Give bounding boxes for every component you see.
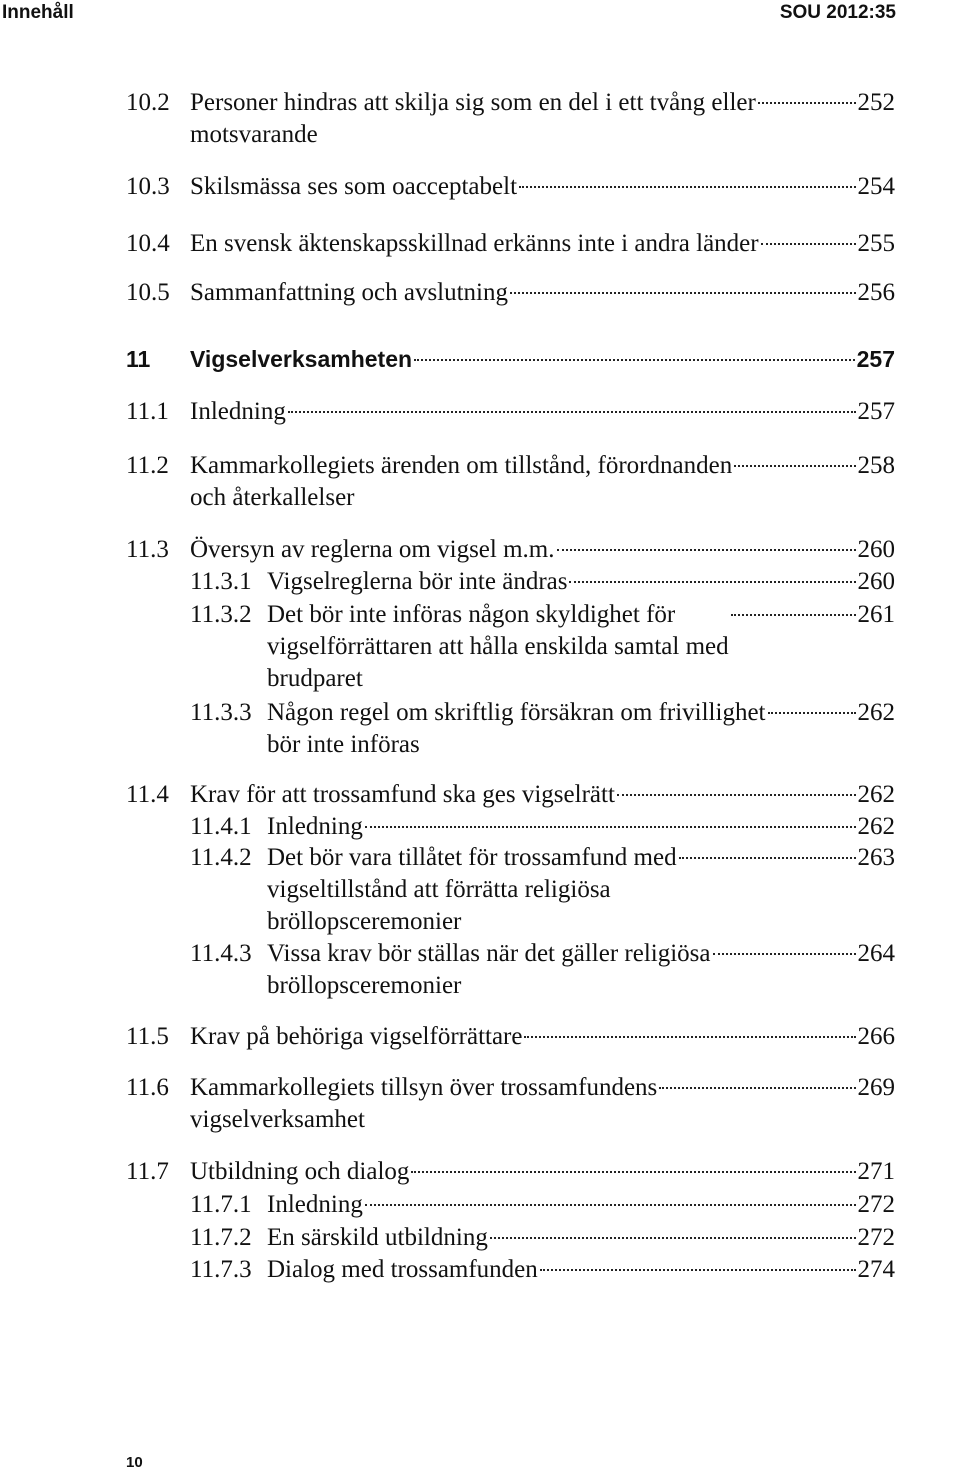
dot-leader xyxy=(617,794,856,796)
toc-entry-page: 272 xyxy=(857,1224,895,1251)
toc-entry-number: 10.2 xyxy=(126,89,170,116)
toc-entry-number: 11.7.1 xyxy=(190,1191,252,1218)
toc-entry-page: 263 xyxy=(857,844,895,871)
toc-entry-title-line: Skilsmässa ses som oacceptabelt xyxy=(190,173,518,200)
toc-entry-title-line: Personer hindras att skilja sig som en del i ett tvång eller xyxy=(190,89,756,116)
toc-entry-page: 252 xyxy=(857,89,895,116)
toc-entry-title-line: vigselverksamhet xyxy=(190,1106,365,1133)
dot-leader xyxy=(679,857,856,859)
toc-entry-title xyxy=(267,811,363,843)
toc-entry-title-line: Sammanfattning och avslutning xyxy=(190,279,509,306)
toc-entry-number: 10.5 xyxy=(126,279,170,306)
toc-entry-page: 260 xyxy=(857,568,895,595)
toc-entry-title-line: Inledning xyxy=(190,398,286,425)
toc-entry-title xyxy=(267,938,711,1002)
toc-entry-page: 260 xyxy=(857,536,895,563)
toc-entry-title-line: Inledning xyxy=(267,813,363,840)
toc-entry-page: 264 xyxy=(857,940,895,967)
toc-entry-number: 10.4 xyxy=(126,230,170,257)
toc-entry-title xyxy=(190,87,756,151)
toc-entry-title-line: En särskild utbildning xyxy=(267,1224,488,1251)
dot-leader xyxy=(288,411,856,413)
dot-leader xyxy=(365,826,856,828)
toc-entry-number: 11.7 xyxy=(126,1158,169,1185)
toc-entry-number: 11.5 xyxy=(126,1023,169,1050)
toc-entry-title-line: motsvarande xyxy=(190,121,318,148)
dot-leader xyxy=(761,243,856,245)
toc-entry-title-line: Vissa krav bör ställas när det gäller religiösa xyxy=(267,940,711,967)
toc-entry-page: 262 xyxy=(857,699,895,726)
dot-leader xyxy=(414,359,855,361)
toc-entry-title-line: Utbildning och dialog xyxy=(190,1158,410,1185)
toc-entry-number: 11 xyxy=(126,346,151,372)
toc-entry-page: 257 xyxy=(857,398,895,425)
toc-entry-number: 11.4 xyxy=(126,781,169,808)
toc-entry-title-line: Kammarkollegiets ärenden om tillstånd, förordnanden xyxy=(190,452,733,479)
toc-entry-title xyxy=(267,697,766,761)
toc-entry-title-line: Krav för att trossamfund ska ges vigselrätt xyxy=(190,781,615,808)
dot-leader xyxy=(411,1171,855,1173)
toc-entry-number: 11.4.2 xyxy=(190,844,252,871)
dot-leader xyxy=(731,614,856,616)
dot-leader xyxy=(365,1204,856,1206)
toc-entry-page: 274 xyxy=(857,1256,895,1283)
dot-leader xyxy=(510,292,855,294)
toc-entry-title-line: Det bör vara tillåtet för trossamfund med xyxy=(267,844,677,871)
toc-entry-page: 258 xyxy=(857,452,895,479)
toc-entry-title-line: En svensk äktenskapsskillnad erkänns inte i andra länder xyxy=(190,230,759,257)
toc-entry-number: 11.7.3 xyxy=(190,1256,252,1283)
toc-entry-title xyxy=(190,779,615,811)
toc-entry-page: 262 xyxy=(857,781,895,808)
toc-entry-title-line: vigselförrättaren att hålla enskilda samtal med xyxy=(267,633,729,660)
toc-entry-title-line: Vigselverksamheten xyxy=(190,346,413,372)
toc-entry-title-line: Krav på behöriga vigselförrättare xyxy=(190,1023,523,1050)
dot-leader xyxy=(524,1036,855,1038)
toc-entry-title xyxy=(267,1222,488,1254)
toc-entry-title-line: Inledning xyxy=(267,1191,363,1218)
page-number: 10 xyxy=(126,1454,143,1471)
dot-leader xyxy=(519,186,855,188)
toc-entry-title-line: vigseltillstånd att förrätta religiösa xyxy=(267,876,611,903)
toc-entry-title-line: brudparet xyxy=(267,665,363,692)
toc-entry-page: 272 xyxy=(857,1191,895,1218)
dot-leader xyxy=(569,581,855,583)
dot-leader xyxy=(713,953,856,955)
toc-entry-title xyxy=(190,171,517,203)
running-header xyxy=(0,2,960,28)
toc-entry-number: 11.3.1 xyxy=(190,568,252,595)
toc-entry-number: 11.4.1 xyxy=(190,813,252,840)
dot-leader xyxy=(734,465,855,467)
toc-entry-page: 257 xyxy=(856,346,895,372)
toc-entry-title xyxy=(267,1189,363,1221)
toc-entry-title xyxy=(267,599,729,695)
toc-entry-number: 11.6 xyxy=(126,1074,169,1101)
toc-entry-page: 266 xyxy=(857,1023,895,1050)
toc-entry-title-line: Vigselreglerna bör inte ändras xyxy=(267,568,568,595)
toc-entry-number: 11.1 xyxy=(126,398,169,425)
toc-entry-title xyxy=(190,228,759,260)
toc-entry-page: 256 xyxy=(857,279,895,306)
toc-entry-title xyxy=(190,1156,409,1188)
toc-entry-title xyxy=(190,396,286,428)
dot-leader xyxy=(490,1237,856,1239)
toc-entry-page: 271 xyxy=(857,1158,895,1185)
toc-entry-page: 255 xyxy=(857,230,895,257)
toc-entry-title-line: bröllopsceremonier xyxy=(267,972,462,999)
toc-entry-title xyxy=(267,1254,538,1286)
toc-entry-title xyxy=(267,566,567,598)
dot-leader xyxy=(540,1269,856,1271)
toc-entry-number: 11.7.2 xyxy=(190,1224,252,1251)
toc-entry-title-line: Kammarkollegiets tillsyn över trossamfundens xyxy=(190,1074,658,1101)
toc-entry-title-line: Dialog med trossamfunden xyxy=(267,1256,538,1283)
toc-entry-title-line: Översyn av reglerna om vigsel m.m. xyxy=(190,536,555,563)
toc-entry-title xyxy=(267,842,677,938)
toc-entry-title-line: Det bör inte införas någon skyldighet för xyxy=(267,601,676,628)
toc-entry-title xyxy=(190,1021,522,1053)
dot-leader xyxy=(557,549,856,551)
toc-entry-page: 261 xyxy=(857,601,895,628)
toc-entry-number: 11.2 xyxy=(126,452,169,479)
toc-entry-page: 269 xyxy=(857,1074,895,1101)
toc-entry-title xyxy=(190,450,732,514)
dot-leader xyxy=(768,712,856,714)
toc-entry-title xyxy=(190,343,412,375)
toc-entry-number: 11.3.2 xyxy=(190,601,252,628)
toc-entry-number: 11.3 xyxy=(126,536,169,563)
dot-leader xyxy=(659,1087,855,1089)
toc-entry-page: 262 xyxy=(857,813,895,840)
series-number: SOU 2012:35 xyxy=(779,2,896,23)
dot-leader xyxy=(758,102,856,104)
toc-entry-title-line: bröllopsceremonier xyxy=(267,908,462,935)
toc-entry-number: 10.3 xyxy=(126,173,170,200)
toc-entry-number: 11.3.3 xyxy=(190,699,252,726)
toc-entry-title-line: bör inte införas xyxy=(267,731,420,758)
toc-entry-title xyxy=(190,1072,657,1136)
section-title: Innehåll xyxy=(2,2,74,23)
toc-entry-title xyxy=(190,534,555,566)
toc-entry-title xyxy=(190,277,508,309)
toc-entry-page: 254 xyxy=(857,173,895,200)
toc-entry-title-line: Någon regel om skriftlig försäkran om frivillighet xyxy=(267,699,766,726)
toc-entry-number: 11.4.3 xyxy=(190,940,252,967)
toc-entry-title-line: och återkallelser xyxy=(190,484,355,511)
